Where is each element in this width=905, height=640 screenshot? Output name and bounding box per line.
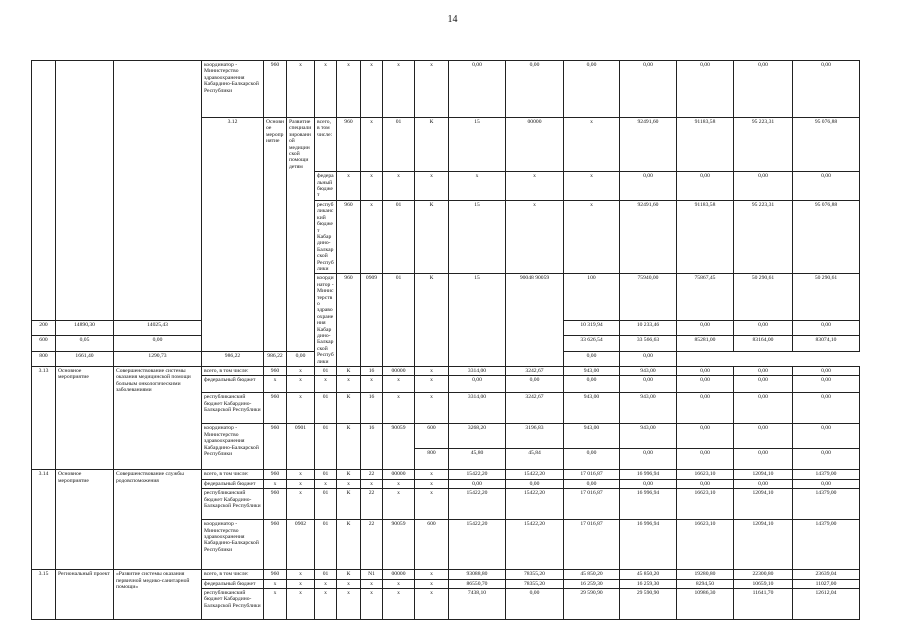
table-cell: Основное мероприятие: [56, 470, 114, 570]
table-cell: 11027,00: [793, 579, 860, 588]
table-cell: 92491,60: [620, 200, 677, 273]
table-cell: 0,00: [734, 393, 793, 424]
table-cell: 16623,10: [677, 470, 734, 479]
table-cell: 95 223,31: [734, 200, 793, 273]
table-cell: х: [337, 172, 361, 201]
table-cell: 16 996,94: [620, 520, 677, 570]
table-cell: х: [415, 570, 449, 579]
table-cell: К: [415, 274, 449, 367]
table-cell: 95 076,88: [793, 200, 860, 273]
table-cell: 16623,10: [677, 489, 734, 520]
table-cell: 960: [337, 200, 361, 273]
table-cell: 01: [315, 424, 337, 470]
table-cell: 45 850,20: [564, 570, 620, 579]
table-cell: 0,00: [793, 449, 860, 470]
table-cell: К: [337, 489, 361, 520]
table-cell: всего, в том числе:: [202, 470, 264, 479]
table-cell: 0,00: [734, 321, 793, 336]
table-cell: х: [383, 172, 415, 201]
table-cell: 83074,10: [793, 336, 860, 351]
table-cell: х: [383, 489, 415, 520]
table-cell: 960: [264, 424, 287, 470]
table-cell: 0,00: [677, 172, 734, 201]
table-cell: х: [415, 579, 449, 588]
table-cell: 3268,20: [449, 424, 506, 449]
table-cell: 22: [361, 520, 383, 570]
table-cell: 0,05: [56, 336, 114, 351]
table-cell: координатор - Министерство здравоохранения Кабардино-Балкарской Республики: [202, 424, 264, 470]
table-cell: 0,00: [734, 61, 793, 118]
table-cell: х: [315, 589, 337, 620]
table-cell: 16: [361, 367, 383, 376]
table-cell: 90059: [383, 424, 415, 470]
table-cell: х: [287, 570, 315, 579]
table-cell: 0,00: [793, 376, 860, 393]
table-cell: 0,00: [620, 172, 677, 201]
table-cell: 45 850,20: [620, 570, 677, 579]
table-cell: х: [337, 589, 361, 620]
table-cell: 3.12: [202, 118, 264, 352]
table-cell: 01: [383, 274, 415, 367]
table-cell: 0,00: [677, 393, 734, 424]
table-cell: 01: [315, 367, 337, 376]
table-cell: 16623,10: [677, 520, 734, 570]
table-cell: 0,00: [449, 479, 506, 488]
table-cell: х: [287, 579, 315, 588]
table-cell: 3314,00: [449, 393, 506, 424]
table-cell: 0,00: [564, 376, 620, 393]
table-cell: х: [383, 479, 415, 488]
table-cell: 800: [32, 351, 56, 366]
table-cell: 91183,58: [677, 200, 734, 273]
table-cell: х: [415, 376, 449, 393]
table-row: [32, 570, 860, 579]
table-cell: 0,00: [677, 449, 734, 470]
table-cell: 83164,00: [734, 336, 793, 351]
table-cell: 10659,10: [734, 579, 793, 588]
table-cell: 960: [337, 274, 361, 367]
table-cell: 15422,20: [506, 520, 564, 570]
table-cell: 22300,80: [734, 570, 793, 579]
table-cell: К: [337, 424, 361, 470]
table-cell: 14025,43: [114, 321, 202, 336]
table-cell: х: [264, 589, 287, 620]
table-cell: 50 290,61: [734, 274, 793, 321]
table-cell: х: [415, 393, 449, 424]
table-row: [32, 470, 860, 479]
table-cell: Совершенствование системы оказания медицинской помощи больным онкологическими заболеваниями: [114, 367, 202, 470]
table-cell: 943,00: [564, 424, 620, 449]
table-cell: 75867,45: [677, 274, 734, 321]
table-cell: 943,00: [620, 424, 677, 449]
table-cell: 0,00: [734, 479, 793, 488]
table-cell: 0,00: [287, 351, 315, 366]
table-cell: х: [315, 376, 337, 393]
table-cell: х: [315, 479, 337, 488]
table-cell: 0,00: [734, 449, 793, 470]
table-cell: федеральный бюджет: [315, 172, 337, 201]
table-cell: х: [506, 200, 564, 273]
table-cell: 15422,20: [449, 470, 506, 479]
table-cell: 01: [315, 393, 337, 424]
table-cell: 0,00: [734, 367, 793, 376]
table-cell: 0,00: [449, 376, 506, 393]
table-cell: 0,00: [620, 479, 677, 488]
table-cell: 33 566,63: [620, 336, 677, 351]
table-cell: 16 996,94: [620, 489, 677, 520]
table-cell: х: [361, 579, 383, 588]
table-cell: 00000: [383, 367, 415, 376]
table-cell: 0,00: [564, 61, 620, 118]
table-cell: 10986,30: [677, 589, 734, 620]
table-cell: 960: [264, 61, 287, 118]
table-cell: 0902: [287, 520, 315, 570]
table-cell: 3.14: [32, 470, 56, 570]
table-cell: 800: [415, 449, 449, 470]
table-cell: всего, в том числе:: [202, 570, 264, 579]
table-cell: республиканский бюджет Кабардино-Балкарской Республики: [202, 489, 264, 520]
table-cell: 0,00: [564, 449, 620, 470]
table-cell: 0,00: [793, 367, 860, 376]
table-cell: К: [415, 118, 449, 172]
table-cell: 14379,00: [793, 489, 860, 520]
table-cell: х: [361, 479, 383, 488]
table-cell: N1: [361, 570, 383, 579]
table-cell: х: [361, 376, 383, 393]
table-cell: х: [287, 61, 315, 118]
table-cell: 200: [32, 321, 56, 336]
table-cell: х: [287, 367, 315, 376]
table-cell: х: [361, 61, 383, 118]
table-cell: 943,00: [620, 393, 677, 424]
table-cell: К: [337, 470, 361, 479]
table-cell: 17 016,87: [564, 489, 620, 520]
table-cell: 17 016,87: [564, 470, 620, 479]
table-cell: Региональный проект: [56, 570, 114, 620]
table-cell: 943,00: [620, 367, 677, 376]
table-cell: 14890,30: [56, 321, 114, 336]
table-cell: х: [361, 172, 383, 201]
table-cell: х: [287, 470, 315, 479]
table-cell: 0,00: [793, 393, 860, 424]
table-cell: 943,00: [564, 393, 620, 424]
table-cell: 92491,60: [620, 118, 677, 172]
table-cell: 1661,40: [56, 351, 114, 366]
table-cell: 01: [315, 489, 337, 520]
table-cell: 960: [264, 570, 287, 579]
table-cell: х: [564, 172, 620, 201]
table-cell: 75940,00: [620, 274, 677, 321]
table-cell: 986,22: [202, 351, 264, 366]
table-cell: 0,00: [506, 479, 564, 488]
table-cell: 15: [449, 200, 506, 273]
table-cell: 0,00: [564, 351, 620, 366]
table-cell: 85281,00: [677, 336, 734, 351]
table-cell: 0,00: [677, 479, 734, 488]
table-cell: федеральный бюджет: [202, 579, 264, 588]
table-cell: 600: [32, 336, 56, 351]
table-cell: 0,00: [793, 479, 860, 488]
table-cell: 22: [361, 470, 383, 479]
table-cell: 90059: [383, 520, 415, 570]
table-cell: 95 076,88: [793, 118, 860, 172]
table-cell: х: [383, 393, 415, 424]
table-cell: 7438,10: [449, 589, 506, 620]
table-cell: х: [383, 589, 415, 620]
table-cell: 50 290,61: [793, 274, 860, 321]
table-cell: х: [415, 61, 449, 118]
table-cell: х: [361, 589, 383, 620]
table-cell: 12094,10: [734, 470, 793, 479]
table-cell: 0,00: [449, 61, 506, 118]
table-cell: 16 259,30: [620, 579, 677, 588]
table-cell: х: [337, 479, 361, 488]
table-cell: 93088,80: [449, 570, 506, 579]
table-cell: 3.15: [32, 570, 56, 620]
table-cell: х: [337, 579, 361, 588]
table-cell: 14379,00: [793, 470, 860, 479]
table-cell: х: [287, 376, 315, 393]
table-cell: координатор - Министерство здравоохранения Кабардино-Балкарской Республики: [202, 61, 264, 118]
table-cell: 960: [264, 470, 287, 479]
table-cell: х: [287, 479, 315, 488]
table-cell: 10 233,46: [620, 321, 677, 336]
table-cell: 0,00: [793, 424, 860, 449]
table-cell: 0,00: [677, 367, 734, 376]
table-cell: 8294,50: [677, 579, 734, 588]
table-cell: 600: [415, 520, 449, 570]
table-cell: 3242,67: [506, 393, 564, 424]
table-cell: 0,00: [564, 479, 620, 488]
table-cell: х: [415, 470, 449, 479]
table-cell: х: [264, 579, 287, 588]
table-cell: 23639,04: [793, 570, 860, 579]
table-cell: 16: [361, 424, 383, 470]
table-cell: 0,00: [677, 424, 734, 449]
table-row: [32, 367, 860, 376]
table-cell: [56, 61, 114, 321]
table-cell: 100: [564, 274, 620, 321]
page-number: 14: [447, 14, 458, 25]
table-cell: 14379,00: [793, 520, 860, 570]
table-cell: х: [264, 479, 287, 488]
table-cell: 0,00: [734, 376, 793, 393]
table-cell: 00000: [383, 470, 415, 479]
table-cell: х: [506, 172, 564, 201]
table-cell: х: [415, 589, 449, 620]
table-cell: 78355,20: [506, 579, 564, 588]
table-cell: х: [287, 489, 315, 520]
table-cell: х: [415, 367, 449, 376]
table-cell: 0,00: [620, 376, 677, 393]
table-cell: 00000: [383, 570, 415, 579]
table-cell: х: [361, 118, 383, 172]
table-cell: К: [337, 393, 361, 424]
table-cell: 12094,10: [734, 489, 793, 520]
table-cell: координатор - Министерство здравоохранения Кабардино-Балкарской Республики: [315, 274, 337, 367]
table-cell: х: [315, 579, 337, 588]
table-cell: 33 626,54: [564, 336, 620, 351]
table-cell: 95 223,31: [734, 118, 793, 172]
table-cell: х: [287, 393, 315, 424]
table-cell: 86550,70: [449, 579, 506, 588]
table-cell: К: [415, 200, 449, 273]
table-cell: х: [564, 200, 620, 273]
table-cell: 0,00: [506, 61, 564, 118]
table-cell: 0,00: [506, 589, 564, 620]
table-cell: х: [415, 489, 449, 520]
table-cell: 960: [264, 489, 287, 520]
table-cell: 45,84: [506, 449, 564, 470]
table-cell: 29 590,90: [620, 589, 677, 620]
table-cell: 960: [264, 367, 287, 376]
table-cell: 0,00: [793, 61, 860, 118]
table-cell: 986,22: [264, 351, 287, 366]
table-cell: х: [415, 479, 449, 488]
table-cell: х: [287, 589, 315, 620]
table-cell: х: [415, 172, 449, 201]
table-cell: 0,00: [734, 172, 793, 201]
table-cell: 29 590,90: [564, 589, 620, 620]
table-cell: республиканский бюджет Кабардино-Балкарской Республики: [315, 200, 337, 273]
table-cell: 01: [383, 200, 415, 273]
table-cell: 11641,70: [734, 589, 793, 620]
table-cell: 0,00: [506, 376, 564, 393]
table-cell: 15422,20: [506, 470, 564, 479]
table-cell: 19280,80: [677, 570, 734, 579]
table-cell: «Развитие системы оказания первичной медико-санитарной помощи»: [114, 570, 202, 620]
table-cell: республиканский бюджет Кабардино-Балкарской Республики: [202, 393, 264, 424]
table-cell: 00000: [506, 118, 564, 172]
table-cell: 90048 90059: [506, 274, 564, 367]
table-cell: К: [337, 570, 361, 579]
table-cell: Развитие специализированной медицинской помощи детям: [287, 118, 315, 352]
budget-table: [31, 60, 860, 620]
table-cell: 17 016,87: [564, 520, 620, 570]
table-cell: федеральный бюджет: [202, 376, 264, 393]
table-cell: 15422,20: [449, 489, 506, 520]
table-cell: 0,00: [793, 321, 860, 336]
table-cell: 600: [415, 424, 449, 449]
table-cell: 3.13: [32, 367, 56, 470]
table-cell: 01: [315, 570, 337, 579]
table-cell: 0901: [287, 424, 315, 470]
table-cell: 16: [361, 393, 383, 424]
table-cell: х: [449, 172, 506, 201]
table-cell: К: [337, 520, 361, 570]
table-cell: х: [264, 376, 287, 393]
table-cell: 960: [264, 520, 287, 570]
table-cell: 3314,00: [449, 367, 506, 376]
table-cell: 0,00: [620, 351, 677, 366]
table-cell: Основное мероприятие: [56, 367, 114, 470]
table-cell: [32, 61, 56, 321]
table-cell: х: [361, 200, 383, 273]
table-cell: всего, в том числе:: [202, 367, 264, 376]
table-cell: х: [383, 61, 415, 118]
table-cell: 0,00: [677, 321, 734, 336]
table-cell: 01: [315, 470, 337, 479]
table-cell: 0,00: [620, 61, 677, 118]
table-cell: х: [337, 61, 361, 118]
budget-table-body: [32, 61, 860, 620]
table-cell: 0,00: [734, 424, 793, 449]
table-cell: 0,00: [114, 336, 202, 351]
table-cell: 16 259,30: [564, 579, 620, 588]
table-cell: [114, 61, 202, 321]
table-cell: всего, в том числе:: [315, 118, 337, 172]
table-cell: 01: [315, 520, 337, 570]
table-cell: 15: [449, 274, 506, 367]
table-cell: 01: [383, 118, 415, 172]
table-cell: х: [383, 579, 415, 588]
table-cell: 0,00: [620, 449, 677, 470]
table-cell: 960: [264, 393, 287, 424]
table-cell: 12094,10: [734, 520, 793, 570]
table-cell: х: [315, 61, 337, 118]
table-cell: х: [383, 376, 415, 393]
table-cell: Основное мероприятие: [264, 118, 287, 352]
table-cell: 1290,73: [114, 351, 202, 366]
table-cell: 16 996,94: [620, 470, 677, 479]
table-cell: 91183,58: [677, 118, 734, 172]
table-cell: 10 319,94: [564, 321, 620, 336]
table-cell: 12612,04: [793, 589, 860, 620]
table-cell: 0,00: [793, 172, 860, 201]
table-cell: 3196,83: [506, 424, 564, 449]
table-cell: 15422,20: [449, 520, 506, 570]
table-cell: К: [337, 367, 361, 376]
table-cell: 3242,67: [506, 367, 564, 376]
table-row: [32, 61, 860, 118]
table-cell: 0,00: [677, 61, 734, 118]
table-cell: 78355,20: [506, 570, 564, 579]
table-cell: 943,00: [564, 367, 620, 376]
table-cell: республиканский бюджет Кабардино-Балкарской Республики: [202, 589, 264, 620]
table-cell: х: [337, 376, 361, 393]
table-cell: 15: [449, 118, 506, 172]
table-cell: 0,00: [677, 376, 734, 393]
table-cell: координатор - Министерство здравоохранения Кабардино-Балкарской Республики: [202, 520, 264, 570]
table-cell: 45,80: [449, 449, 506, 470]
table-cell: х: [564, 118, 620, 172]
table-cell: Совершенствование службы родовспоможения: [114, 470, 202, 570]
table-cell: 22: [361, 489, 383, 520]
table-cell: 15422,20: [506, 489, 564, 520]
table-cell: федеральный бюджет: [202, 479, 264, 488]
table-cell: 0909: [361, 274, 383, 367]
table-cell: 960: [337, 118, 361, 172]
